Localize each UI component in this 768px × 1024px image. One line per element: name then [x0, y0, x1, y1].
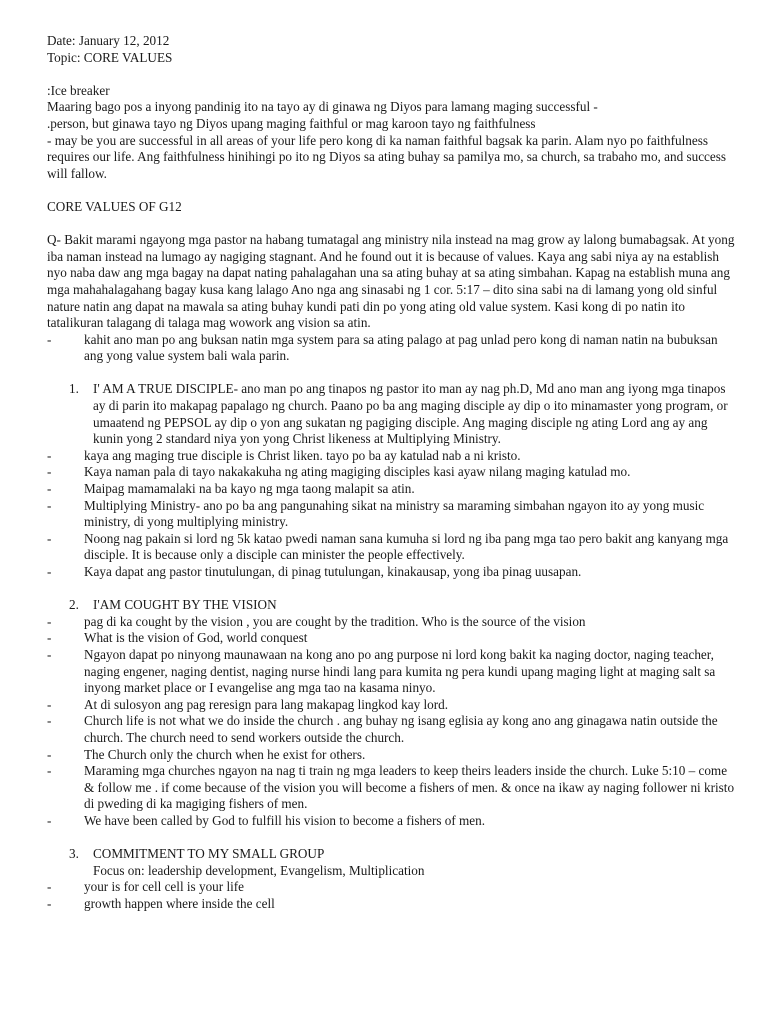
section-number: 1.: [69, 381, 79, 397]
list-item: - Multiplying Ministry- ano po ba ang pangunahing sikat na ministry sa maraming simbahan ngayon ito ay yong music ministry, di yong multiplying ministry.: [47, 498, 737, 531]
list-item: - Kaya naman pala di tayo nakakakuha ng ating magiging disciples kasi ayaw nilang maging katulad mo.: [47, 464, 737, 481]
list-item-text: The Church only the church when he exist for others.: [84, 746, 366, 762]
list-item: - Church life is not what we do inside the church . ang buhay ng isang eglisia ay kong ano ang ginagawa natin outside the church. The church need to send workers outside the church.: [47, 713, 737, 746]
list-item: - Noong nag pakain si lord ng 5k katao pwedi naman sana kumuha si lord ng iba pang mga tao pero bakit ang kanyang mga disciple. It is because only a disciple can minister the people effectively.: [47, 531, 737, 564]
list-item-text: Maraming mga churches ngayon na nag ti train ng mga leaders to keep theirs leaders inside the church. Luke 5:10 – come & follow me . if come because of the vision you will become a fishers of men. & once na ikaw ay naging follower ni kristo di pweding di ka magiging fishers of men.: [84, 763, 735, 812]
list-item-text: Multiplying Ministry- ano po ba ang pangunahing sikat na ministry sa maraming simbahan ngayon ito ay yong music ministry, di yong multiplying ministry.: [84, 497, 705, 530]
section-3-heading: [47, 846, 737, 863]
list-item: - Maraming mga churches ngayon na nag ti train ng mga leaders to keep theirs leaders inside the church. Luke 5:10 – come & follow me . if come because of the vision you will become a fishers of men. & once na ikaw ay naging follower ni kristo di pweding di ka magiging fishers of men.: [47, 763, 737, 813]
list-item-text: Kaya naman pala di tayo nakakakuha ng ating magiging disciples kasi ayaw nilang maging katulad mo.: [84, 464, 631, 480]
list-item-text: Church life is not what we do inside the church . ang buhay ng isang eglisia ay kong ano ang ginagawa natin outside the church. The church need to send workers outside the church.: [84, 713, 718, 745]
section-1-heading: [47, 381, 737, 447]
intro-paragraph: Q- Bakit marami ngayong mga pastor na habang tumatagal ang ministry nila instead na mag grow ay lalong bumabagsak. At yong iba naman instead na lumago ay nagiging stagnant. And he found out it is because of values. Kaya ang sabi niya ay na establish nyo naba daw ang mga bagay na dapat nating pahalagahan una sa ating buhay at sa ating simbahan. Kapag na establish muna ang mga mahahalagahang bagay kusa kang lalago Ano nga ang sinasabi ng 1 cor. 5:17 – dito sina sabi na di lamang yong old sinful nature natin ang dapat na mawala sa ating buhay kundi pati din po yong ating old value system. Kasi kong di po natin ito tatalikuran talagang di talaga mag wowork ang vision sa atin.: [47, 232, 735, 331]
list-item: - We have been called by God to fulfill his vision to become a fishers of men.: [47, 813, 737, 830]
list-item: - your is for cell cell is your life: [47, 879, 737, 896]
date-line: Date: January 12, 2012: [47, 33, 170, 48]
list-item: - Ngayon dapat po ninyong maunawaan na kong ano po ang purpose ni lord kong bakit ka naging doctor, naging teacher, naging engener, naging dentist, naging nurse hindi lang para kumita ng pera kundi upang maging light at maging salt sa inyong market place or I evangelise ang mga tao na kasama ninyo.: [47, 647, 737, 697]
list-item-text: pag di ka cought by the vision , you are cought by the tradition. Who is the source of the vision: [84, 613, 586, 629]
list-item: - kaya ang maging true disciple is Christ liken. tayo po ba ay katulad nab a ni kristo.: [47, 448, 737, 465]
list-item: - The Church only the church when he exist for others.: [47, 747, 737, 764]
list-item-text: We have been called by God to fulfill his vision to become a fishers of men.: [84, 812, 486, 828]
list-item: - Maipag mamamalaki na ba kayo ng mga taong malapit sa atin.: [47, 481, 737, 498]
section-3-subtitle: Focus on: leadership development, Evangelism, Multiplication: [93, 862, 425, 878]
ice-breaker-title: :Ice breaker: [47, 82, 110, 98]
list-item: - Kaya dapat ang pastor tinutulungan, di pinag tutulungan, kinakausap, yong iba pinag uusapan.: [47, 564, 737, 581]
section-title: I'AM COUGHT BY THE VISION: [93, 597, 277, 613]
list-item: - At di sulosyon ang pag reresign para lang makapag lingkod kay lord.: [47, 697, 737, 714]
list-item-text: At di sulosyon ang pag reresign para lang makapag lingkod kay lord.: [84, 696, 449, 712]
list-item: - What is the vision of God, world conquest: [47, 630, 737, 647]
list-item: - growth happen where inside the cell: [47, 896, 737, 913]
list-item-text: Kaya dapat ang pastor tinutulungan, di pinag tutulungan, kinakausap, yong iba pinag uusapan.: [84, 564, 582, 579]
list-item-text: kaya ang maging true disciple is Christ liken. tayo po ba ay katulad nab a ni kristo.: [84, 447, 521, 463]
ice-breaker-line-2: .person, but ginawa tayo ng Diyos upang maging faithful or mag karoon tayo ng faithfulness: [47, 115, 536, 131]
section-title: COMMITMENT TO MY SMALL GROUP: [93, 846, 325, 862]
document-body: [47, 33, 737, 912]
list-item-text: Maipag mamamalaki na ba kayo ng mga taong malapit sa atin.: [84, 481, 415, 497]
ice-breaker-paragraph: - may be you are successful in all areas of your life pero kong di ka naman faithful bagsak ka parin. Alam nyo po faithfulness requires our life. Ang faithfulness hinihingi po ito ng Diyos sa ating buhay sa pamilya mo, sa church, sa trabaho mo, and success will fallow.: [47, 132, 727, 181]
ice-breaker-line-1: Maaring bago pos a inyong pandinig ito na tayo ay di ginawa ng Diyos para lamang maging successful -: [47, 99, 598, 115]
list-item: - pag di ka cought by the vision , you are cought by the tradition. Who is the source of the vision: [47, 614, 737, 631]
core-values-heading: CORE VALUES OF G12: [47, 198, 182, 214]
list-item-text: Noong nag pakain si lord ng 5k katao pwedi naman sana kumuha si lord ng iba pang mga tao pero bakit ang kanyang mga disciple. It is because only a disciple can minister the people effectively.: [84, 530, 729, 563]
list-item-text: your is for cell cell is your life: [84, 879, 245, 895]
list-item-text: Ngayon dapat po ninyong maunawaan na kong ano po ang purpose ni lord kong bakit ka naging doctor, naging teacher, naging engener, naging dentist, naging nurse hindi lang para kumita ng pera kundi upang maging light at maging salt sa inyong market place or I evangelise ang mga tao na kasama ninyo.: [84, 646, 716, 696]
list-item-text: What is the vision of God, world conquest: [84, 630, 308, 646]
intro-bullet-text: kahit ano man po ang buksan natin mga system para sa ating palago at pag unlad pero kong di naman natin na bubuksan ang yong value system bali wala parin.: [84, 331, 718, 364]
section-2-heading: [47, 597, 737, 614]
list-item-text: growth happen where inside the cell: [84, 895, 275, 911]
topic-line: Topic: CORE VALUES: [47, 49, 173, 65]
section-title: I' AM A TRUE DISCIPLE- ano man po ang tinapos ng pastor ito man ay nag ph.D, Md ano man ang iyong mga tinapos ay di parin ito makapag papalago ng church. Paano po ba ang maging disciple ay dip o ito minamaster yong program, or umaatend ng PEPSOL ay dip o yon ang sukatan ng pagiging disciple. Ang maging disciple ng ating Lord ang ay ang kunin yong 2 standard niya yon yong Christ likeness at Multiplying Ministry.: [93, 381, 728, 447]
bullet-dash: -: [47, 331, 52, 347]
intro-bullet: [47, 332, 737, 365]
section-number: 2.: [69, 597, 79, 613]
section-number: 3.: [69, 846, 79, 862]
